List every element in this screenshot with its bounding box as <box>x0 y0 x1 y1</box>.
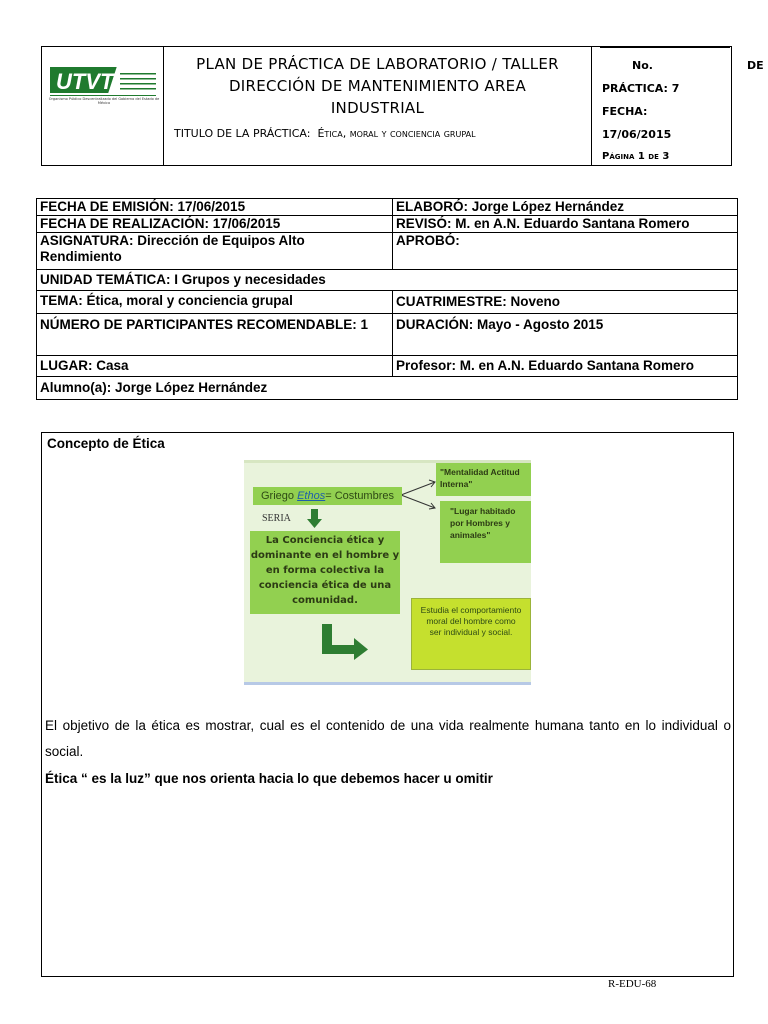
greek-origin-box <box>253 487 402 505</box>
term: CUATRIMESTRE: Noveno <box>393 291 738 314</box>
ethics-diagram <box>244 460 531 685</box>
arrow-down-icon <box>307 509 323 529</box>
corner-arrow-icon <box>322 624 370 660</box>
participants: NÚMERO DE PARTICIPANTES RECOMENDABLE: 1 <box>37 314 393 356</box>
reviewed-by: REVISÓ: M. en A.N. Eduardo Santana Romero <box>393 216 738 233</box>
ethics-definition: Ética “ es la luz” que nos orienta hacia lo que debemos hacer u omitir <box>45 771 493 786</box>
greek-suffix: = Costumbres <box>325 490 394 502</box>
subject: ASIGNATURA: Dirección de Equipos Alto Rendimiento <box>37 233 393 270</box>
table-row <box>37 377 738 400</box>
header-info-cell <box>592 47 764 165</box>
table-row <box>37 216 738 233</box>
topic: TEMA: Ética, moral y conciencia grupal <box>37 291 393 314</box>
table-row <box>37 233 738 270</box>
header-right-top-rule <box>600 47 730 48</box>
table-row <box>37 270 738 291</box>
approved-by: APROBÓ: <box>393 233 738 270</box>
de-label: DE <box>747 59 764 72</box>
date-value: 17/06/2015 <box>602 128 672 141</box>
greek-prefix: Griego <box>261 490 298 502</box>
table-row <box>37 314 738 356</box>
objective-paragraph: El objetivo de la ética es mostrar, cual es el contenido de una vida realmente humana tanto en lo individual o social. <box>45 718 731 759</box>
practice-title-value: Ética, moral y conciencia grupal <box>317 127 476 140</box>
svg-text:UTVT: UTVT <box>56 69 114 94</box>
number-label: No. <box>632 59 653 72</box>
logo-cell <box>42 47 164 165</box>
seria-label: SERIA <box>262 513 291 524</box>
ethical-conscience-box: La Conciencia ética y dominante en el hombre y en forma colectiva la conciencia ética de una comunidad. <box>250 531 400 614</box>
header-title-cell <box>164 47 592 165</box>
header-title-line-1: PLAN DE PRÁCTICA DE LABORATORIO / TALLER <box>196 55 559 73</box>
table-row <box>37 356 738 377</box>
emission-date: FECHA DE EMISIÓN: 17/06/2015 <box>37 199 393 216</box>
document-header <box>41 46 764 166</box>
practice-number: PRÁCTICA: 7 <box>602 82 680 95</box>
page-number: Página 1 de 3 <box>602 151 670 162</box>
practice-title <box>174 127 476 140</box>
mentality-box: "Mentalidad Actitud Interna" <box>436 463 531 496</box>
place: LUGAR: Casa <box>37 356 393 377</box>
thematic-unit: UNIDAD TEMÁTICA: I Grupos y necesidades <box>37 270 738 291</box>
table-row <box>37 199 738 216</box>
professor: Profesor: M. en A.N. Eduardo Santana Romero <box>393 356 738 377</box>
ethos-word: Ethos <box>297 490 326 502</box>
practice-info-table <box>36 198 738 400</box>
realization-date: FECHA DE REALIZACIÓN: 17/06/2015 <box>37 216 393 233</box>
content-box <box>41 432 734 977</box>
date-label: FECHA: <box>602 105 648 118</box>
inhabited-place-box: "Lugar habitado por Hombres y animales" <box>440 501 531 563</box>
table-row <box>37 291 738 314</box>
elaborated-by: ELABORÓ: Jorge López Hernández <box>393 199 738 216</box>
moral-behavior-box: Estudia el comportamiento moral del hombre como ser individual y social. <box>411 598 531 670</box>
logo-caption: Organismo Público Descentralizado del Gobierno del Estado de México <box>48 97 160 105</box>
header-title-line-2: DIRECCIÓN DE MANTENIMIENTO AREA <box>228 77 527 95</box>
student: Alumno(a): Jorge López Hernández <box>37 377 738 400</box>
form-code: R-EDU-68 <box>608 978 657 990</box>
practice-title-label: TITULO DE LA PRÁCTICA: <box>174 127 311 140</box>
duration: DURACIÓN: Mayo - Agosto 2015 <box>393 314 738 356</box>
header-title-line-3: INDUSTRIAL <box>330 99 425 117</box>
section-title: Concepto de Ética <box>47 436 165 451</box>
